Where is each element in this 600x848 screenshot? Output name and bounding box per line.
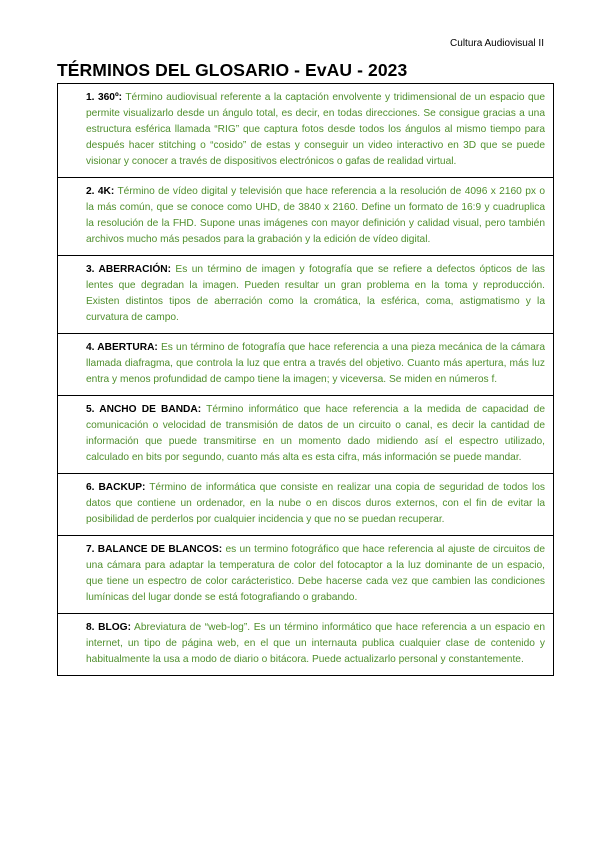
glossary-entry-backup	[58, 473, 553, 535]
entry-definition: Es un término de imagen y fotografía que se refiere a defectos ópticos de las lentes que degradan la imagen. Pueden resultar un gran problema en la toma y reproducción. Existen distintos tipos de aberración como la cromática, la esférica, coma, astigmatismo y la curvatura de campo.	[86, 264, 545, 323]
glossary-table	[57, 83, 554, 676]
entry-term: 3. ABERRACIÓN:	[86, 264, 171, 275]
entry-definition: Abreviatura de “web-log”. Es un término informático que hace referencia a un espacio en internet, un tipo de página web, en el que un internauta publica cualquier clase de contenido y habitualmente la usa a modo de diario o bitácora. Puede actualizarlo personal y constantemente.	[86, 622, 545, 665]
glossary-entry-360	[58, 84, 553, 177]
entry-definition: es un termino fotográfico que hace referencia al ajuste de circuitos de una cámara para adaptar la temperatura de color del fotocaptor a la luz dominante de un espacio, que tiene un espectro de color carácteristico. Debe hacerse cada vez que cambien las condiciones lumínicas del lugar donde se está fotografiando o grabando.	[86, 544, 545, 603]
document-title: TÉRMINOS DEL GLOSARIO - EvAU - 2023	[57, 60, 408, 80]
entry-term: 1. 360º:	[86, 92, 123, 103]
subject-header: Cultura Audiovisual II	[450, 38, 544, 49]
entry-term: 5. ANCHO DE BANDA:	[86, 404, 202, 415]
entry-term: 8. BLOG:	[86, 622, 131, 633]
entry-term: 2. 4K:	[86, 186, 115, 197]
entry-definition: Término informático que hace referencia a la medida de capacidad de comunicación o velocidad de transmisión de datos de un circuito o canal, es decir la cantidad de información que puede transmitirse en un momento dado midiendo así el espectro utilizado, calculado en bits por segundo, cuanto más alta es esta cifra, más información se puede mandar.	[86, 404, 545, 463]
entry-term: 4. ABERTURA:	[86, 342, 158, 353]
glossary-entry-aberracion	[58, 255, 553, 333]
entry-definition: Término de vídeo digital y televisión que hace referencia a la resolución de 4096 x 2160 px o la más común, que se conoce como UHD, de 3840 x 2160. Define un formato de 16:9 y cuadruplica la resolución de la FHD. Supone unas imágenes con mayor definición y calidad visual, pero también archivos mucho más pesados para la grabación y la edición de vídeo digital.	[86, 186, 545, 245]
glossary-entry-abertura	[58, 333, 553, 395]
entry-definition: Término audiovisual referente a la captación envolvente y tridimensional de un espacio que permite visualizarlo desde un ángulo total, es decir, en todas direcciones. Se consigue gracias a una estructura esférica llamada “RIG” que captura fotos desde todos los ángulos al mismo tiempo para después hacer stitching o “cosido” de estas y conseguir un video interactivo en 3D que se puede visionar y conocer a través de dispositivos electrónicos o gafas de realidad virtual.	[86, 92, 546, 167]
glossary-entry-4k	[58, 177, 553, 255]
glossary-entry-blog	[58, 613, 553, 675]
entry-term: 7. BALANCE DE BLANCOS:	[86, 544, 223, 555]
entry-term: 6. BACKUP:	[86, 482, 146, 493]
entry-definition: Término de informática que consiste en realizar una copia de seguridad de todos los datos que contiene un ordenador, en la nube o en discos duros externos, con el fin de evitar la posibilidad de perderlos por cualquier incidencia y que no se puedan recuperar.	[86, 482, 545, 525]
entry-definition: Es un término de fotografía que hace referencia a una pieza mecánica de la cámara llamada diafragma, que controla la luz que entra a través del objetivo. Cuanto más apertura, más luz entra y menos profundidad de campo tiene la imagen; y viceversa. Se miden en números f.	[86, 342, 545, 385]
glossary-entry-ancho-de-banda	[58, 395, 553, 473]
glossary-entry-balance-de-blancos	[58, 535, 553, 613]
